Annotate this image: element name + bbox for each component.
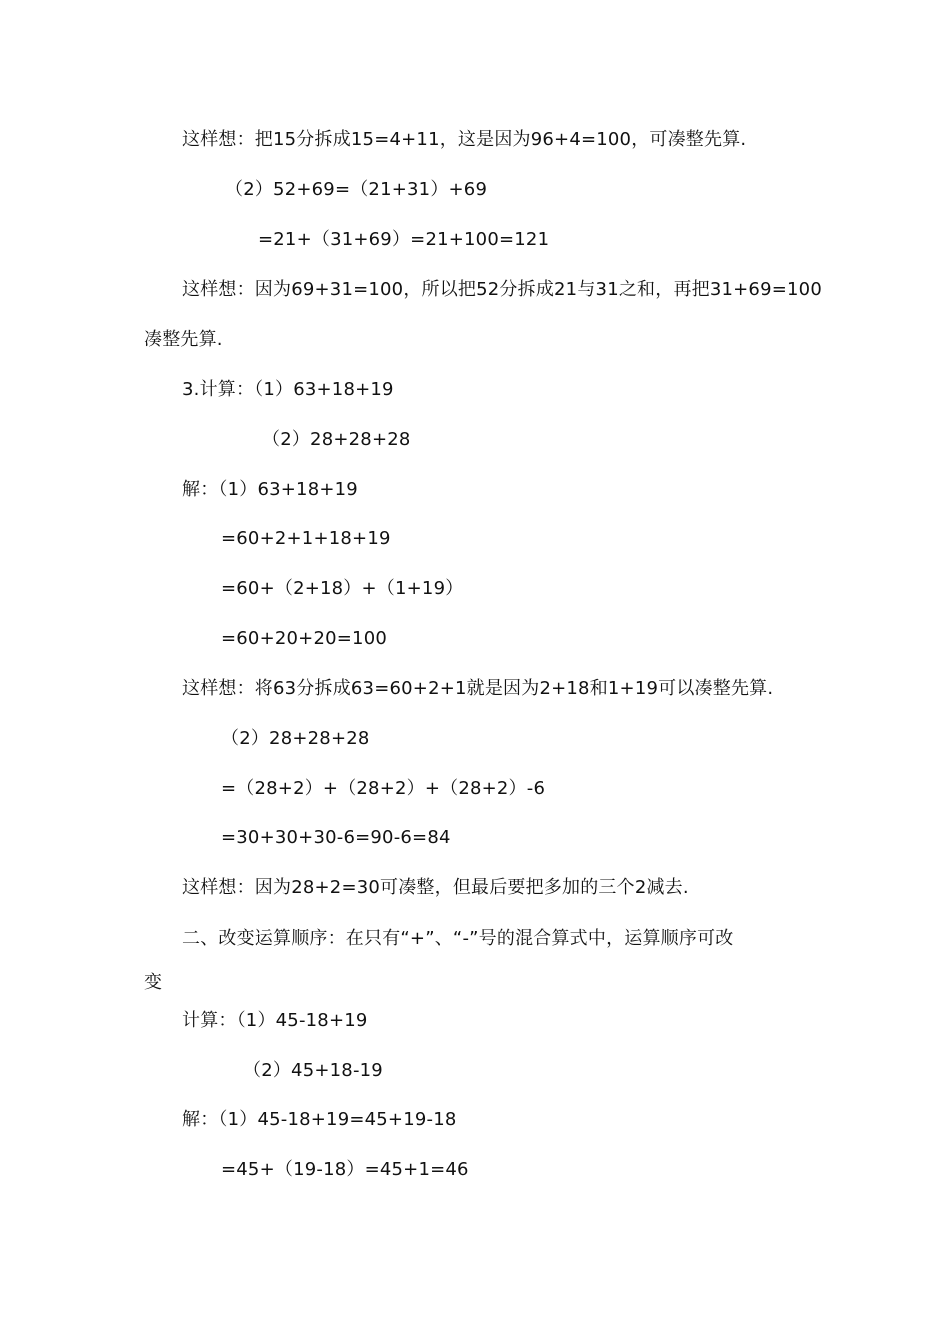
text-line-11: =60+20+20=100 [221,628,387,649]
text-line-12: 这样想：将63分拆成63=60+2+1就是因为2+18和1+19可以凑整先算. [182,678,774,699]
text-line-5: 凑整先算. [144,329,223,350]
text-line-22: =45+（19-18）=45+1=46 [221,1159,469,1180]
text-line-6: 3.计算：（1）63+18+19 [182,379,394,400]
text-line-20: （2）45+18-19 [243,1060,383,1081]
text-line-13: （2）28+28+28 [221,728,370,749]
text-line-2: （2）52+69=（21+31）+69 [225,179,488,200]
text-line-8: 解：（1）63+18+19 [182,479,358,500]
text-line-21: 解：（1）45-18+19=45+19-18 [182,1109,457,1130]
text-line-17: 二、改变运算顺序：在只有“+”、“-”号的混合算式中，运算顺序可改 [182,928,734,949]
text-line-1: 这样想：把15分拆成15=4+11，这是因为96+4=100，可凑整先算. [182,129,747,150]
text-line-3: =21+（31+69）=21+100=121 [258,229,550,250]
text-line-16: 这样想：因为28+2=30可凑整，但最后要把多加的三个2减去. [182,877,689,898]
text-line-19: 计算：（1）45-18+19 [182,1010,368,1031]
text-line-10: =60+（2+18）+（1+19） [221,578,464,599]
text-line-15: =30+30+30-6=90-6=84 [221,827,451,848]
text-line-9: =60+2+1+18+19 [221,528,391,549]
text-line-4: 这样想：因为69+31=100，所以把52分拆成21与31之和，再把31+69=100 [182,279,822,300]
text-line-18: 变 [144,972,163,993]
text-line-14: =（28+2）+（28+2）+（28+2）-6 [221,778,546,799]
text-line-7: （2）28+28+28 [262,429,411,450]
